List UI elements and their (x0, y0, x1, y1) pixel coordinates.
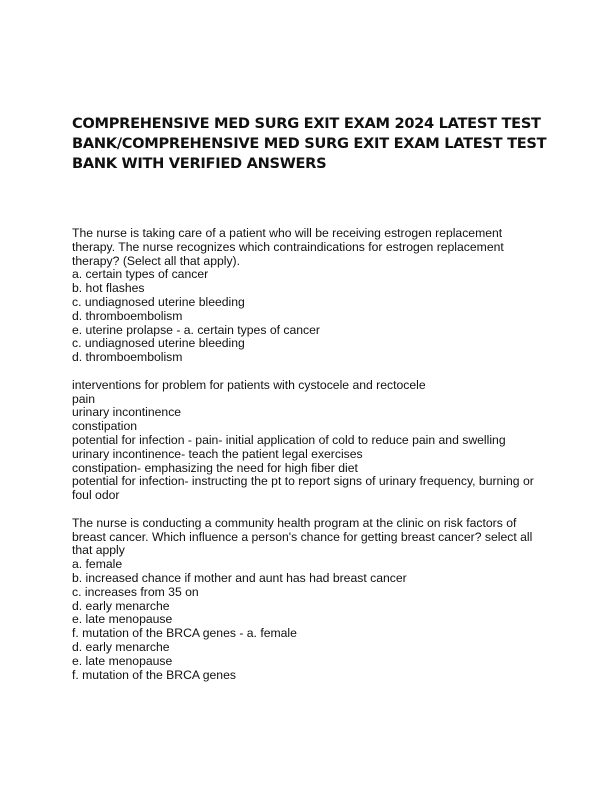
text-line: c. increases from 35 on (72, 584, 199, 599)
text-line: d. early menarche (72, 598, 170, 613)
question-block-breast-cancer (72, 517, 542, 683)
text-line: e. uterine prolapse - a. certain types of cancer (72, 322, 320, 337)
text-line: e. late menopause (72, 612, 173, 627)
text-line: b. hot flashes (72, 281, 145, 296)
text-line: pain (72, 391, 96, 406)
text-line: urinary incontinence (72, 405, 182, 420)
text-line: d. thromboembolism (72, 350, 183, 365)
document-title (72, 114, 547, 174)
text-line: constipation (72, 419, 138, 434)
text-line: b. increased chance if mother and aunt has had breast cancer (72, 570, 407, 585)
text-line: interventions for problem for patients with cystocele and rectocele (72, 377, 426, 392)
text-line: e. late menopause (72, 653, 173, 668)
text-line: potential for infection - pain- initial application of cold to reduce pain and swelling (72, 432, 506, 447)
question-block-estrogen (72, 227, 542, 365)
text-line: d. thromboembolism (72, 308, 183, 323)
title-line: BANK/COMPREHENSIVE MED SURG EXIT EXAM LATEST TEST (72, 135, 547, 152)
question-block-cystocele (72, 379, 542, 503)
text-line: The nurse is taking care of a patient who will be receiving estrogen replacement (72, 226, 503, 240)
text-line: f. mutation of the BRCA genes - a. female (72, 626, 297, 641)
text-line: therapy. The nurse recognizes which contraindications for estrogen replacement (72, 239, 504, 254)
text-line: f. mutation of the BRCA genes (72, 667, 236, 682)
text-line: foul odor (72, 488, 120, 503)
text-line: therapy? (Select all that apply). (72, 253, 241, 268)
text-line: urinary incontinence- teach the patient legal exercises (72, 446, 363, 461)
title-line: COMPREHENSIVE MED SURG EXIT EXAM 2024 LATEST TEST (72, 115, 541, 132)
text-line: a. female (72, 557, 123, 572)
document-body (72, 227, 542, 682)
title-line: BANK WITH VERIFIED ANSWERS (72, 155, 327, 172)
text-line: constipation- emphasizing the need for high fiber diet (72, 460, 358, 475)
text-line: potential for infection- instructing the pt to report signs of urinary frequency, burning or (72, 474, 534, 489)
text-line: c. undiagnosed uterine bleeding (72, 336, 245, 351)
text-line: a. certain types of cancer (72, 267, 209, 282)
text-line: that apply (72, 543, 125, 558)
text-line: breast cancer. Which influence a person's chance for getting breast cancer? select all (72, 529, 533, 544)
text-line: c. undiagnosed uterine bleeding (72, 294, 245, 309)
text-line: d. early menarche (72, 639, 170, 654)
text-line: The nurse is conducting a community health program at the clinic on risk factors of (72, 515, 517, 530)
